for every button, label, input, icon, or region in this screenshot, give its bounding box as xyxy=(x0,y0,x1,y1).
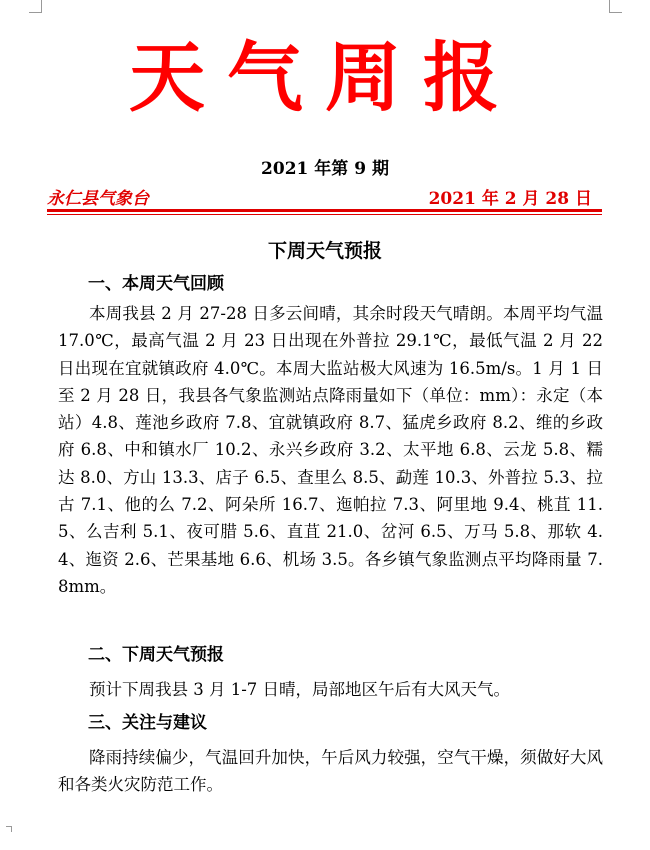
section-heading-advice: 三、关注与建议 xyxy=(88,713,207,733)
section-heading-forecast: 二、下周天气预报 xyxy=(88,645,224,665)
page-corner-mark-top-right xyxy=(609,0,622,13)
issue-date: 2021 年 2 月 28 日 xyxy=(428,189,592,209)
red-rule-thin xyxy=(47,214,602,215)
organization-name: 永仁县气象台 xyxy=(47,189,149,209)
masthead-title: 天气周报 xyxy=(129,33,521,122)
page-corner-mark-top-left xyxy=(29,0,42,13)
section-heading-review: 一、本周天气回顾 xyxy=(88,274,224,294)
document-title: 下周天气预报 xyxy=(267,240,382,262)
issue-number: 2021 年第 9 期 xyxy=(261,159,389,179)
red-rule-thick xyxy=(47,209,602,212)
section-body-review: 本周我县 2 月 27-28 日多云间晴，其余时段天气晴朗。本周平均气温 17.0℃，最高气温 2 月 23 日出现在外普拉 29.1℃，最低气温 2 月 22 日出现在宜就镇政府 4.0℃。本周大监站极大风速为 16.5m/s。1 月 1 日至 2 月 28 日，我县各气象监测站点降雨量如下（单位：mm）：永定（本站）4.8、莲池乡政府 7.8、宜就镇政府 8.7、猛虎乡政府 8.2、维的乡政府 6.8、中和镇水厂 10.2、永兴乡政府 3.2、太平地 6.8、云龙 5.8、糯达 8.0、方山 13.3、店子 6.5、查里么 8.5、勐莲 10.3、外普拉 5.3、拉古 7.1、他的么 7.2、阿朵所 16.7、迤帕拉 7.3、阿里地 9.4、桃苴 11.5、么吉利 5.1、夜可腊 5.6、直苴 21.0、岔河 6.5、万马 5.8、那软 4.4、迤资 2.6、芒果基地 6.6、机场 3.5。各乡镇气象监测点平均降雨量 7.8mm。 xyxy=(58,304,603,596)
page-corner-mark-bottom-left xyxy=(6,826,12,832)
section-body-forecast: 预计下周我县 3 月 1-7 日晴，局部地区午后有大风天气。 xyxy=(89,680,511,699)
section-body-advice: 降雨持续偏少，气温回升加快，午后风力较强，空气干燥，须做好大风和各类火灾防范工作。 xyxy=(58,748,603,795)
